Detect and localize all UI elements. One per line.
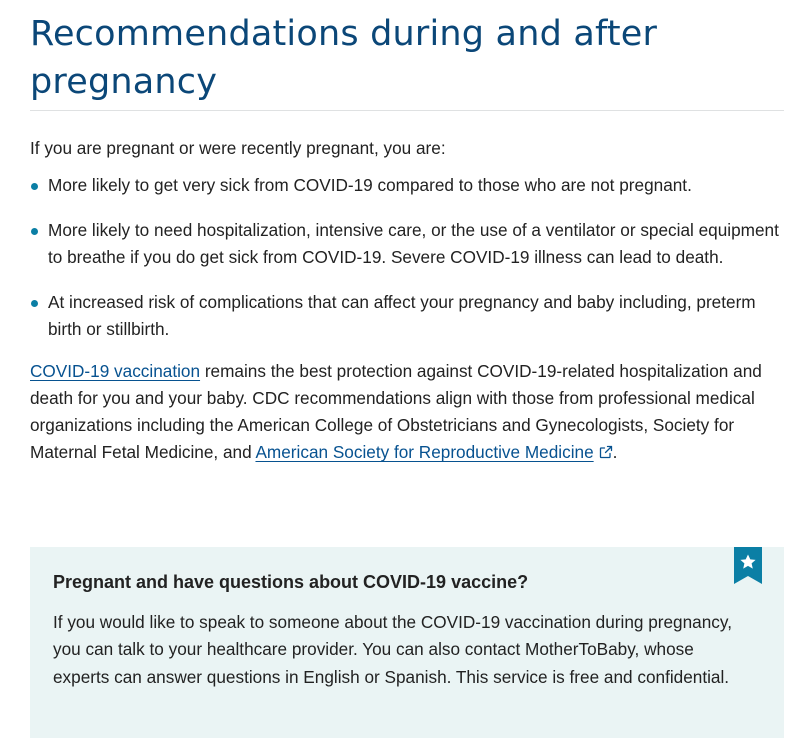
asrm-link-label: American Society for Reproductive Medicine	[255, 442, 594, 463]
list-item	[30, 217, 784, 272]
asrm-link[interactable]	[255, 442, 612, 462]
vaccination-paragraph	[30, 358, 784, 467]
covid-vaccination-link[interactable]: COVID-19 vaccination	[30, 360, 201, 381]
risk-list	[30, 172, 784, 344]
page-title: Recommendations during and after pregnancy	[30, 0, 784, 111]
list-item-text: More likely to need hospitalization, intensive care, or the use of a ventilator or special equipment to breathe if you do get sick from COVID-19. Severe COVID-19 illness can lead to death.	[48, 219, 779, 267]
list-item	[30, 289, 784, 344]
bullet-dot-icon	[31, 300, 38, 307]
callout-body: If you would like to speak to someone about the COVID-19 vaccination during pregnancy, you can talk to your healthcare provider. You can also contact MotherToBaby, whose experts can answer questions in English or Spanish. This service is free and confidential.	[53, 612, 732, 687]
bullet-dot-icon	[31, 228, 38, 235]
intro-text: If you are pregnant or were recently pregnant, you are:	[30, 138, 446, 158]
list-item	[30, 172, 784, 200]
vaccine-questions-callout	[30, 547, 784, 738]
bullet-dot-icon	[31, 183, 38, 190]
paragraph-text: remains the best protection against COVID-19-related hospitalization and death for you and your baby. CDC recommendations align with those from professional medical organizations including the American College of Obstetricians and Gynecologists, Society for Maternal Fetal Medicine, and	[30, 360, 762, 463]
list-item-text: At increased risk of complications that can affect your pregnancy and baby including, preterm birth or stillbirth.	[48, 291, 756, 339]
external-link-icon	[599, 445, 613, 459]
star-bookmark-icon	[734, 547, 762, 584]
paragraph-end: .	[612, 442, 618, 463]
list-item-text: More likely to get very sick from COVID-19 compared to those who are not pregnant.	[48, 175, 692, 195]
callout-title: Pregnant and have questions about COVID-19 vaccine?	[53, 572, 529, 592]
content	[30, 0, 784, 467]
